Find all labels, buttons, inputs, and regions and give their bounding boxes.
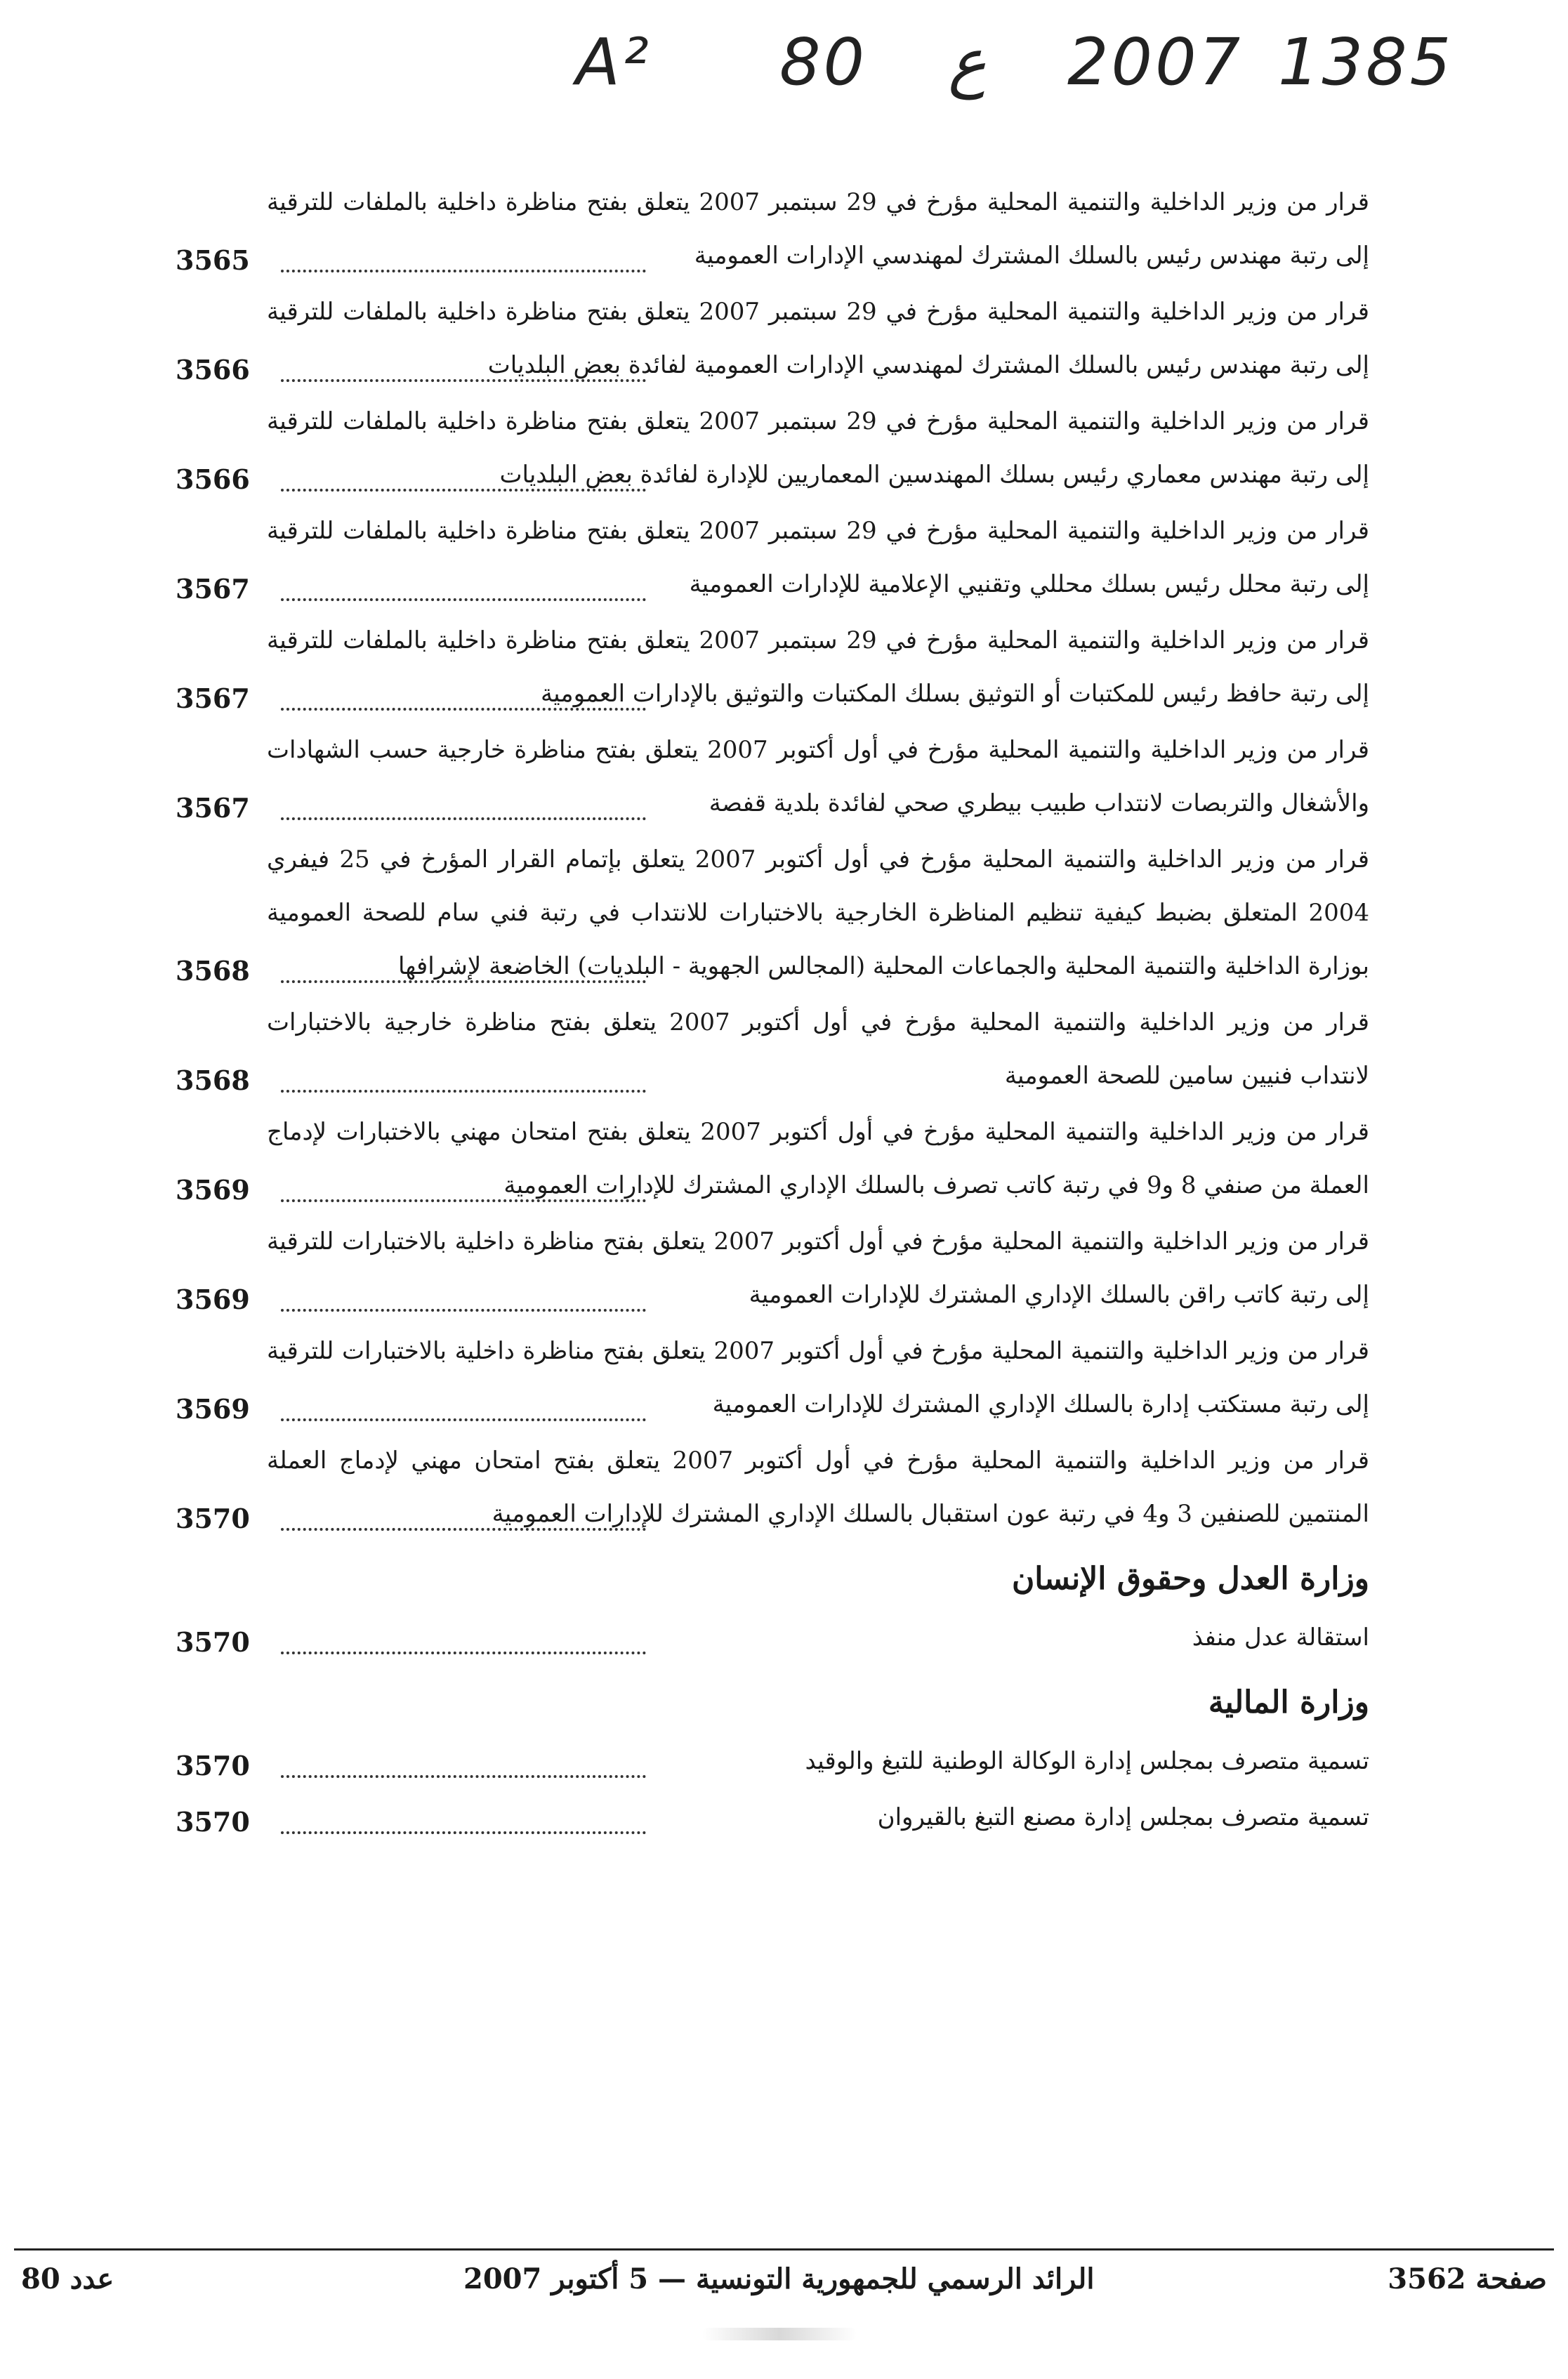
leader-dots bbox=[281, 1416, 646, 1421]
toc-entry-text: قرار من وزير الداخلية والتنمية المحلية مؤرخ في 29 سبتمبر 2007 يتعلق بفتح مناظرة داخلية بالملفات للترقية إلى رتبة مهندس رئيس بالسلك المشترك لمهندسي الإدارات العمومية لفائدة بعض البلديات bbox=[267, 298, 1369, 379]
toc-entry bbox=[176, 1434, 1369, 1541]
toc-entry-page: 3565 bbox=[176, 244, 250, 276]
toc-entry bbox=[176, 1324, 1369, 1431]
toc-entry-page: 3570 bbox=[176, 1503, 250, 1534]
footer-issue-number: عدد 80 bbox=[21, 2262, 114, 2295]
toc-entry-page: 3569 bbox=[176, 1284, 250, 1315]
toc-entry-text: قرار من وزير الداخلية والتنمية المحلية مؤرخ في أول أكتوبر 2007 يتعلق بإتمام القرار المؤرخ في 25 فيفري 2004 المتعلق بضبط كيفية تنظيم المناظرة الخارجية بالاختبارات للانتداب في رتبة فني سام للصحة العمومية بوزارة الداخلية والتنمية المحلية والجماعات المحلية (المجالس الجهوية - البلديات) الخاضعة لإشرافها bbox=[267, 845, 1369, 980]
leader-dots bbox=[281, 1828, 646, 1834]
toc-entry-text: قرار من وزير الداخلية والتنمية المحلية مؤرخ في أول أكتوبر 2007 يتعلق بفتح مناظرة داخلية بالاختبارات للترقية إلى رتبة مستكتب إدارة بالسلك الإداري المشترك للإدارات العمومية bbox=[267, 1337, 1370, 1418]
handwritten-number: 1385 bbox=[1278, 25, 1454, 100]
toc-entry-text: قرار من وزير الداخلية والتنمية المحلية مؤرخ في 29 سبتمبر 2007 يتعلق بفتح مناظرة داخلية بالملفات للترقية إلى رتبة حافظ رئيس للمكتبات أو التوثيق بسلك المكتبات والتوثيق بالإدارات العمومية bbox=[267, 626, 1369, 708]
toc-entry-page: 3569 bbox=[176, 1174, 250, 1206]
leader-dots bbox=[281, 1087, 646, 1093]
toc-entry-page: 3567 bbox=[176, 573, 250, 605]
table-of-contents bbox=[176, 176, 1369, 1847]
leader-dots bbox=[281, 486, 646, 492]
handwritten-issue: 80 bbox=[779, 25, 868, 100]
footer-rule bbox=[14, 2248, 1554, 2251]
toc-entry bbox=[176, 996, 1369, 1102]
toc-entry-page: 3570 bbox=[176, 1806, 250, 1838]
toc-entry-text: قرار من وزير الداخلية والتنمية المحلية مؤرخ في 29 سبتمبر 2007 يتعلق بفتح مناظرة داخلية بالملفات للترقية إلى رتبة مهندس معماري رئيس بسلك المهندسين المعماريين للإدارة لفائدة بعض البلديات bbox=[267, 407, 1369, 489]
toc-entry bbox=[176, 1611, 1369, 1664]
handwritten-code: A² bbox=[576, 25, 652, 100]
toc-entry-text: قرار من وزير الداخلية والتنمية المحلية مؤرخ في أول أكتوبر 2007 يتعلق بفتح مناظرة خارجية حسب الشهادات والأشغال والتربصات لانتداب طبيب بيطري صحي لفائدة بلدية قفصة bbox=[267, 736, 1369, 817]
toc-entry-text: قرار من وزير الداخلية والتنمية المحلية مؤرخ في 29 سبتمبر 2007 يتعلق بفتح مناظرة داخلية بالملفات للترقية إلى رتبة محلل رئيس بسلك محللي وتقنيي الإعلامية للإدارات العمومية bbox=[267, 517, 1369, 598]
toc-entry-text: تسمية متصرف بمجلس إدارة الوكالة الوطنية للتبغ والوقيد bbox=[805, 1747, 1369, 1775]
scan-smudge bbox=[702, 2328, 857, 2340]
toc-entry-text: قرار من وزير الداخلية والتنمية المحلية مؤرخ في أول أكتوبر 2007 يتعلق بفتح مناظرة خارجية بالاختبارات لانتداب فنيين سامين للصحة العمومية bbox=[267, 1008, 1369, 1090]
leader-dots bbox=[281, 977, 646, 983]
toc-entry bbox=[176, 176, 1369, 282]
toc-entry bbox=[176, 1105, 1369, 1212]
toc-entry-page: 3566 bbox=[176, 463, 250, 495]
leader-dots bbox=[281, 1525, 646, 1531]
toc-entry-page: 3568 bbox=[176, 955, 250, 987]
toc-entry bbox=[176, 1791, 1369, 1844]
toc-entry bbox=[176, 1734, 1369, 1788]
leader-dots bbox=[281, 815, 646, 820]
leader-dots bbox=[281, 1197, 646, 1202]
footer-journal-title: الرائد الرسمي للجمهورية التونسية — 5 أكتوبر 2007 bbox=[463, 2262, 1095, 2295]
toc-entry-page: 3567 bbox=[176, 683, 250, 714]
toc-entry-text: قرار من وزير الداخلية والتنمية المحلية مؤرخ في أول أكتوبر 2007 يتعلق بفتح مناظرة داخلية بالاختبارات للترقية إلى رتبة كاتب راقن بالسلك الإداري المشترك للإدارات العمومية bbox=[267, 1227, 1370, 1309]
toc-entry bbox=[176, 1215, 1369, 1322]
leader-dots bbox=[281, 1649, 646, 1654]
toc-entry bbox=[176, 504, 1369, 611]
toc-entry bbox=[176, 833, 1369, 993]
leader-dots bbox=[281, 595, 646, 601]
leader-dots bbox=[281, 1306, 646, 1312]
footer-page-number: صفحة 3562 bbox=[1388, 2262, 1547, 2295]
toc-entry bbox=[176, 395, 1369, 501]
toc-entry bbox=[176, 285, 1369, 392]
leader-dots bbox=[281, 267, 646, 272]
toc-entry-text: تسمية متصرف بمجلس إدارة مصنع التبغ بالقيروان bbox=[877, 1803, 1369, 1831]
toc-entry-text: استقالة عدل منفذ bbox=[1192, 1623, 1369, 1652]
handwritten-year: 2007 bbox=[1067, 25, 1244, 100]
handwritten-letter: ع bbox=[948, 25, 987, 100]
toc-entry bbox=[176, 614, 1369, 720]
toc-entry bbox=[176, 723, 1369, 830]
section-heading-justice: وزارة العدل وحقوق الإنسان bbox=[1011, 1561, 1369, 1597]
toc-entry-page: 3567 bbox=[176, 792, 250, 824]
toc-entry-page: 3568 bbox=[176, 1065, 250, 1096]
toc-entry-text: قرار من وزير الداخلية والتنمية المحلية مؤرخ في أول أكتوبر 2007 يتعلق بفتح امتحان مهني لإدماج العملة المنتمين للصنفين 3 و4 في رتبة عون استقبال بالسلك الإداري المشترك للإدارات العمومية bbox=[267, 1446, 1370, 1528]
leader-dots bbox=[281, 376, 646, 382]
leader-dots bbox=[281, 1772, 646, 1778]
toc-entry-text: قرار من وزير الداخلية والتنمية المحلية مؤرخ في 29 سبتمبر 2007 يتعلق بفتح مناظرة داخلية بالملفات للترقية إلى رتبة مهندس رئيس بالسلك المشترك لمهندسي الإدارات العمومية bbox=[267, 188, 1369, 270]
toc-entry-page: 3570 bbox=[176, 1750, 250, 1781]
toc-entry-page: 3566 bbox=[176, 354, 250, 385]
leader-dots bbox=[281, 705, 646, 711]
handwritten-reference bbox=[576, 25, 1489, 102]
toc-entry-page: 3570 bbox=[176, 1626, 250, 1658]
toc-entry-page: 3569 bbox=[176, 1393, 250, 1425]
page-footer bbox=[0, 2262, 1568, 2326]
toc-entry-text: قرار من وزير الداخلية والتنمية المحلية مؤرخ في أول أكتوبر 2007 يتعلق بفتح امتحان مهني بالاختبارات لإدماج العملة من صنفي 8 و9 في رتبة كاتب تصرف بالسلك الإداري المشترك للإدارات العمومية bbox=[267, 1118, 1369, 1199]
section-heading-finance: وزارة المالية bbox=[1208, 1685, 1369, 1720]
